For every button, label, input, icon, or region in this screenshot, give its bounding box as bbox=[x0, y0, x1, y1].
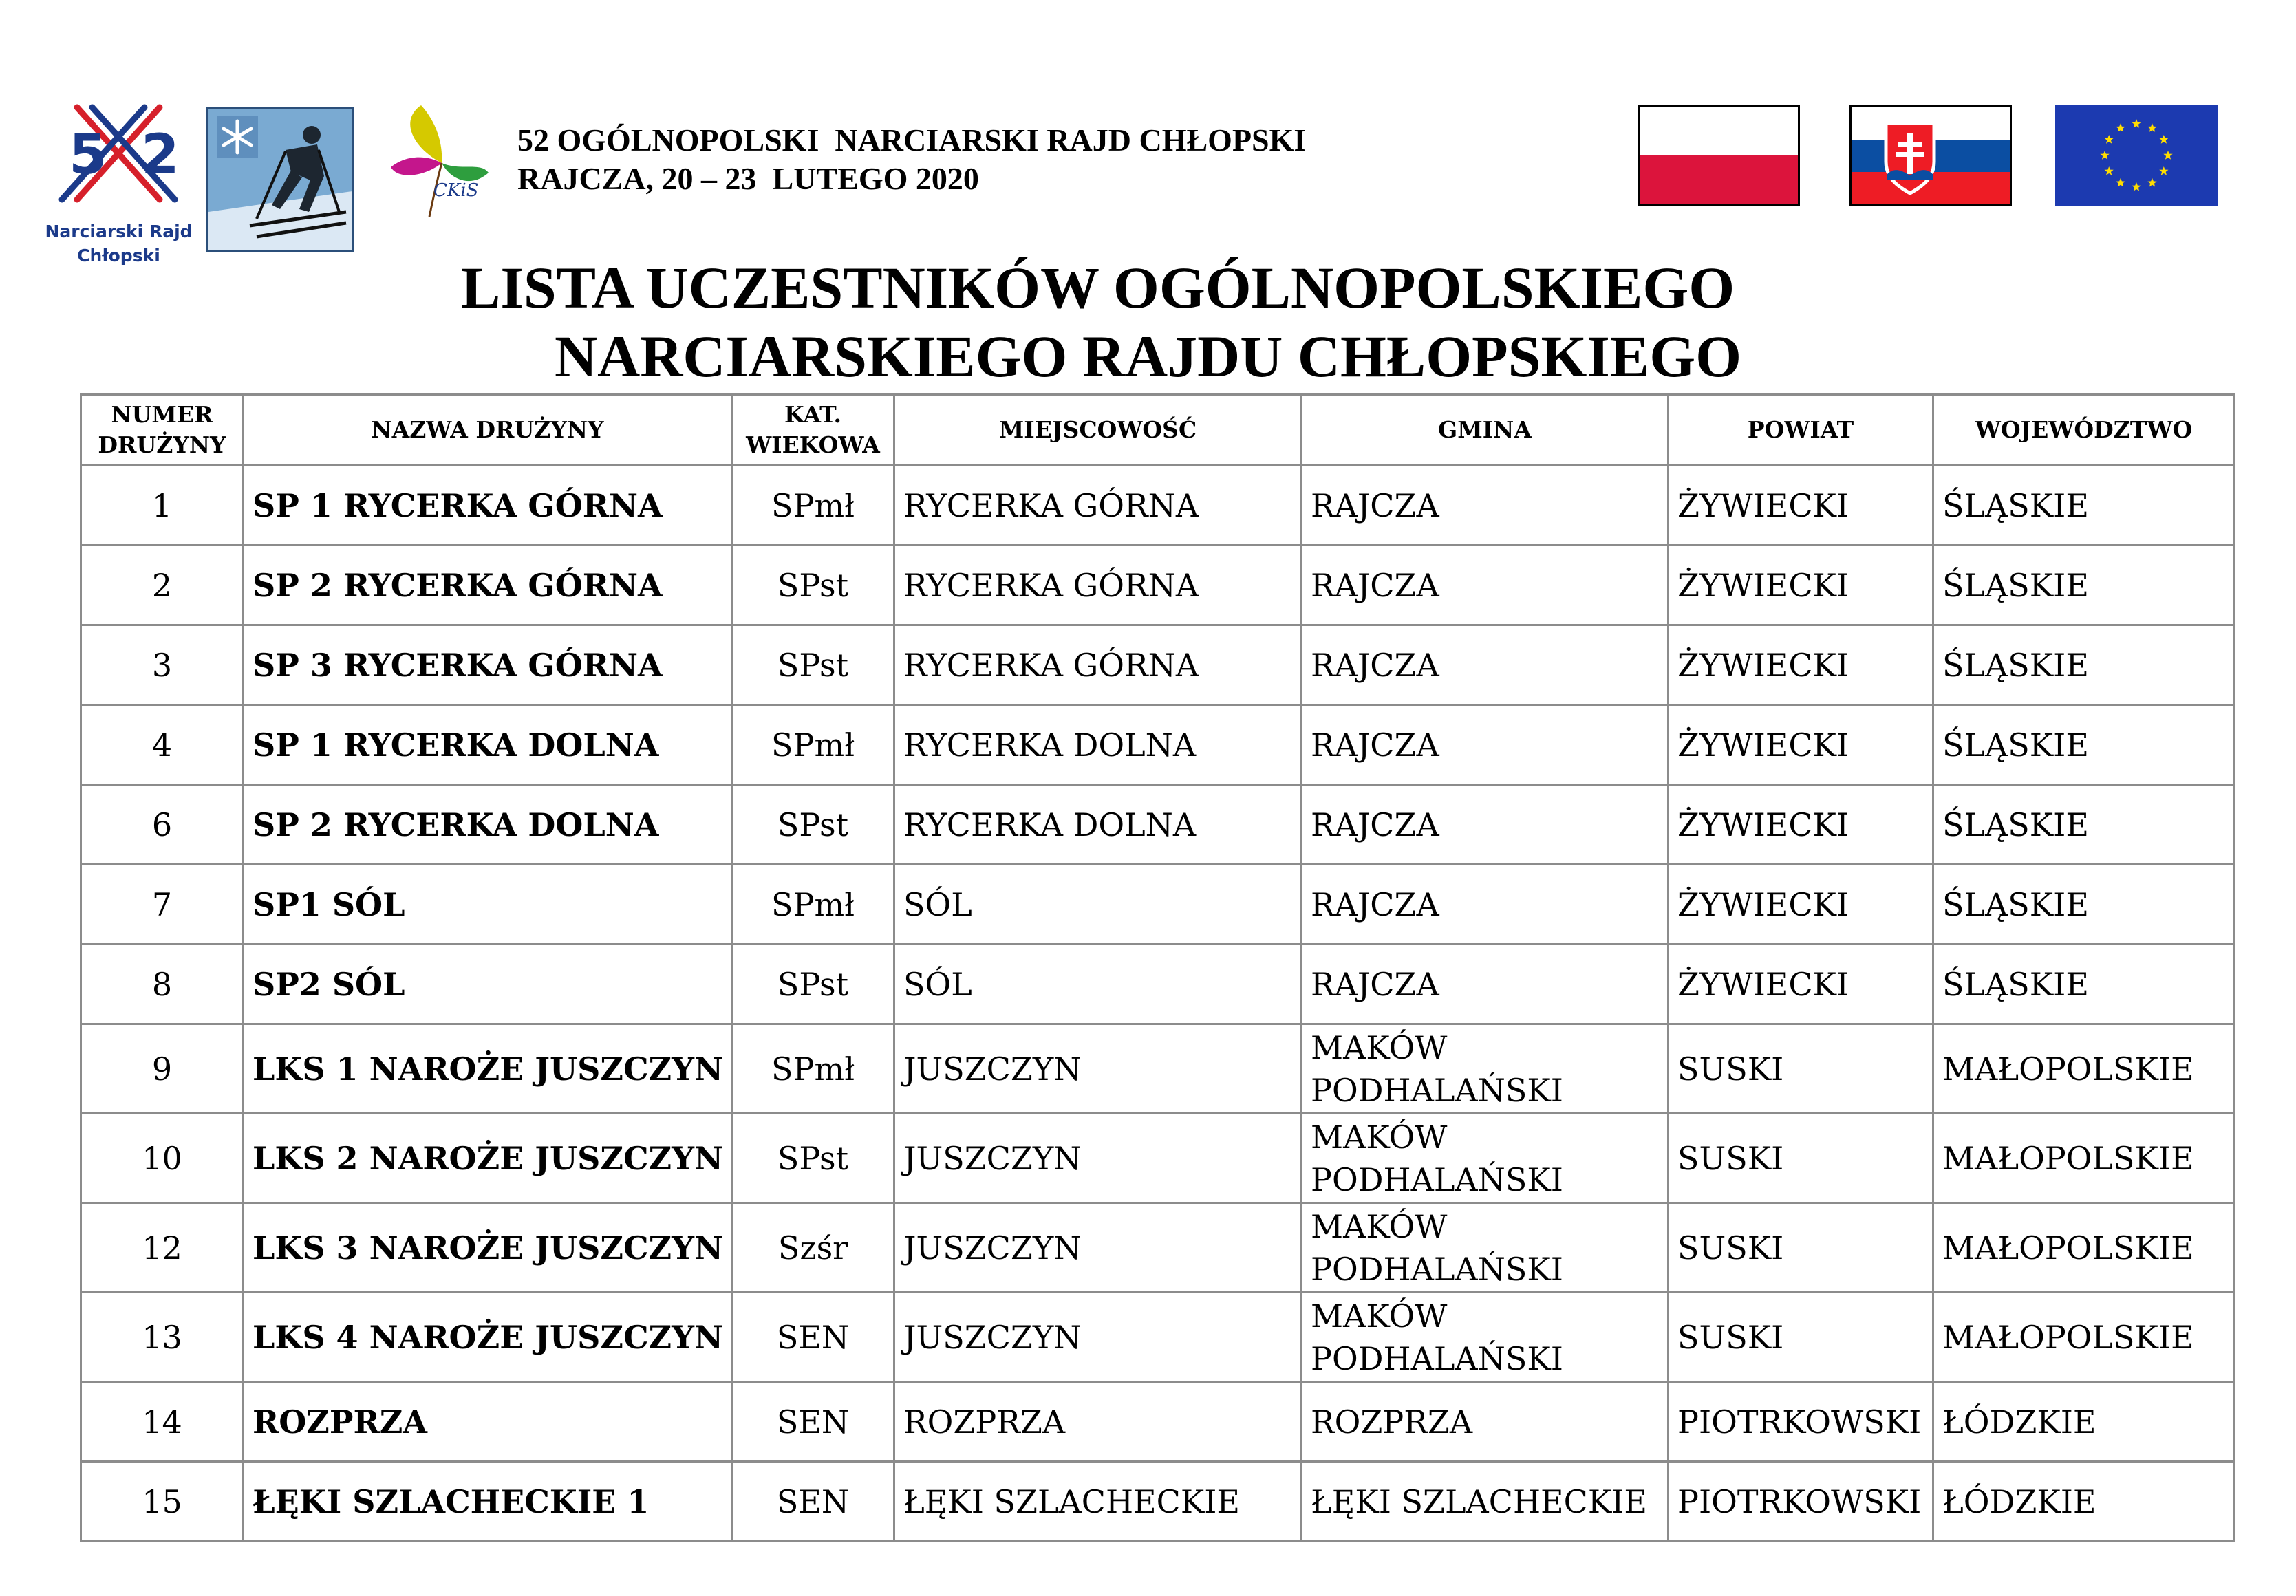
team-name: SP1 SÓL bbox=[244, 865, 732, 945]
age-category: SPst bbox=[732, 546, 894, 625]
locality: RYCERKA GÓRNA bbox=[894, 546, 1302, 625]
county: ŻYWIECKI bbox=[1669, 945, 1933, 1024]
county: ŻYWIECKI bbox=[1669, 865, 1933, 945]
commune: RAJCZA bbox=[1302, 625, 1669, 705]
rajd-logo-line1: Narciarski Rajd bbox=[45, 222, 193, 241]
commune: ŁĘKI SZLACHECKIE bbox=[1302, 1462, 1669, 1542]
table-row bbox=[81, 466, 2235, 546]
locality: SÓL bbox=[894, 865, 1302, 945]
age-category: SPst bbox=[732, 1114, 894, 1203]
team-number: 10 bbox=[81, 1114, 244, 1203]
age-category: SPst bbox=[732, 625, 894, 705]
team-name: SP 2 RYCERKA GÓRNA bbox=[244, 546, 732, 625]
locality: JUSZCZYN bbox=[894, 1024, 1302, 1114]
commune: RAJCZA bbox=[1302, 945, 1669, 1024]
event-header bbox=[517, 121, 1306, 198]
table-row bbox=[81, 1293, 2235, 1382]
age-category: SPmł bbox=[732, 705, 894, 785]
table-row bbox=[81, 1462, 2235, 1542]
header-miejscowosc: MIEJSCOWOŚĆ bbox=[894, 395, 1302, 466]
voivodeship: ŁÓDZKIE bbox=[1933, 1382, 2235, 1462]
county: ŻYWIECKI bbox=[1669, 466, 1933, 546]
team-number: 6 bbox=[81, 785, 244, 865]
age-category: SPmł bbox=[732, 865, 894, 945]
locality: JUSZCZYN bbox=[894, 1293, 1302, 1382]
table-row bbox=[81, 865, 2235, 945]
locality: SÓL bbox=[894, 945, 1302, 1024]
ckis-logo bbox=[385, 100, 499, 220]
table-row bbox=[81, 1382, 2235, 1462]
commune: RAJCZA bbox=[1302, 466, 1669, 546]
team-name: LKS 1 NAROŻE JUSZCZYN bbox=[244, 1024, 732, 1114]
team-name: SP 2 RYCERKA DOLNA bbox=[244, 785, 732, 865]
skier-illustration bbox=[206, 107, 354, 252]
ckis-label: CKiS bbox=[433, 180, 479, 201]
commune: RAJCZA bbox=[1302, 546, 1669, 625]
age-category: SPmł bbox=[732, 466, 894, 546]
rajd-logo-line2: Chłopski bbox=[77, 246, 160, 266]
locality: JUSZCZYN bbox=[894, 1114, 1302, 1203]
eu-flag-icon bbox=[2055, 105, 2218, 206]
table-row bbox=[81, 945, 2235, 1024]
table-row bbox=[81, 785, 2235, 865]
table-row bbox=[81, 625, 2235, 705]
rajd-number-5: 5 bbox=[69, 122, 107, 186]
rajd-number-2: 2 bbox=[141, 122, 180, 186]
voivodeship: MAŁOPOLSKIE bbox=[1933, 1293, 2235, 1382]
header-nazwa: NAZWA DRUŻYNY bbox=[244, 395, 732, 466]
table-row bbox=[81, 1024, 2235, 1114]
commune: MAKÓW PODHALAŃSKI bbox=[1302, 1114, 1669, 1203]
locality: RYCERKA GÓRNA bbox=[894, 625, 1302, 705]
age-category: SEN bbox=[732, 1462, 894, 1542]
event-header-line1: 52 OGÓLNOPOLSKI NARCIARSKI RAJD CHŁOPSKI bbox=[517, 122, 1307, 158]
county: SUSKI bbox=[1669, 1114, 1933, 1203]
document-title-line2: NARCIARSKIEGO RAJDU CHŁOPSKIEGO bbox=[555, 323, 1741, 389]
table-row bbox=[81, 1114, 2235, 1203]
table-row bbox=[81, 705, 2235, 785]
age-category: SPmł bbox=[732, 1024, 894, 1114]
locality: RYCERKA DOLNA bbox=[894, 705, 1302, 785]
team-name: SP 3 RYCERKA GÓRNA bbox=[244, 625, 732, 705]
team-name: ŁĘKI SZLACHECKIE 1 bbox=[244, 1462, 732, 1542]
event-header-line2: RAJCZA, 20 – 23 LUTEGO 2020 bbox=[517, 161, 979, 196]
commune: MAKÓW PODHALAŃSKI bbox=[1302, 1024, 1669, 1114]
county: SUSKI bbox=[1669, 1293, 1933, 1382]
locality: RYCERKA GÓRNA bbox=[894, 466, 1302, 546]
team-name: SP 1 RYCERKA DOLNA bbox=[244, 705, 732, 785]
voivodeship: ŚLĄSKIE bbox=[1933, 466, 2235, 546]
commune: RAJCZA bbox=[1302, 865, 1669, 945]
commune: ROZPRZA bbox=[1302, 1382, 1669, 1462]
voivodeship: ŚLĄSKIE bbox=[1933, 705, 2235, 785]
county: PIOTRKOWSKI bbox=[1669, 1382, 1933, 1462]
header-numer: NUMER DRUŻYNY bbox=[81, 395, 244, 466]
team-name: LKS 2 NAROŻE JUSZCZYN bbox=[244, 1114, 732, 1203]
voivodeship: ŚLĄSKIE bbox=[1933, 625, 2235, 705]
team-number: 15 bbox=[81, 1462, 244, 1542]
document-title-line1: LISTA UCZESTNIKÓW OGÓLNOPOLSKIEGO bbox=[461, 255, 1735, 321]
voivodeship: ŚLĄSKIE bbox=[1933, 865, 2235, 945]
age-category: SEN bbox=[732, 1382, 894, 1462]
team-number: 7 bbox=[81, 865, 244, 945]
age-category: SPst bbox=[732, 785, 894, 865]
voivodeship: ŚLĄSKIE bbox=[1933, 546, 2235, 625]
rajd-logo bbox=[41, 102, 196, 277]
age-category: SPst bbox=[732, 945, 894, 1024]
participants-table bbox=[80, 393, 2235, 1542]
team-number: 8 bbox=[81, 945, 244, 1024]
voivodeship: MAŁOPOLSKIE bbox=[1933, 1114, 2235, 1203]
voivodeship: ŚLĄSKIE bbox=[1933, 945, 2235, 1024]
commune: RAJCZA bbox=[1302, 705, 1669, 785]
commune: RAJCZA bbox=[1302, 785, 1669, 865]
locality: RYCERKA DOLNA bbox=[894, 785, 1302, 865]
locality: JUSZCZYN bbox=[894, 1203, 1302, 1293]
table-header-row bbox=[81, 395, 2235, 466]
poland-flag-icon bbox=[1638, 105, 1800, 206]
table-row bbox=[81, 546, 2235, 625]
team-number: 4 bbox=[81, 705, 244, 785]
team-name: LKS 3 NAROŻE JUSZCZYN bbox=[244, 1203, 732, 1293]
locality: ŁĘKI SZLACHECKIE bbox=[894, 1462, 1302, 1542]
crossed-skis-icon bbox=[41, 102, 196, 205]
team-number: 3 bbox=[81, 625, 244, 705]
document-title bbox=[0, 253, 2296, 391]
county: ŻYWIECKI bbox=[1669, 546, 1933, 625]
team-number: 1 bbox=[81, 466, 244, 546]
age-category: Szśr bbox=[732, 1203, 894, 1293]
slovakia-flag-icon bbox=[1849, 105, 2012, 206]
team-number: 14 bbox=[81, 1382, 244, 1462]
locality: ROZPRZA bbox=[894, 1382, 1302, 1462]
county: SUSKI bbox=[1669, 1203, 1933, 1293]
county: ŻYWIECKI bbox=[1669, 705, 1933, 785]
voivodeship: MAŁOPOLSKIE bbox=[1933, 1024, 2235, 1114]
team-number: 2 bbox=[81, 546, 244, 625]
team-name: SP 1 RYCERKA GÓRNA bbox=[244, 466, 732, 546]
county: ŻYWIECKI bbox=[1669, 785, 1933, 865]
county: ŻYWIECKI bbox=[1669, 625, 1933, 705]
commune: MAKÓW PODHALAŃSKI bbox=[1302, 1203, 1669, 1293]
header-gmina: GMINA bbox=[1302, 395, 1669, 466]
county: PIOTRKOWSKI bbox=[1669, 1462, 1933, 1542]
header-kat: KAT. WIEKOWA bbox=[732, 395, 894, 466]
age-category: SEN bbox=[732, 1293, 894, 1382]
team-name: ROZPRZA bbox=[244, 1382, 732, 1462]
team-number: 13 bbox=[81, 1293, 244, 1382]
voivodeship: ŚLĄSKIE bbox=[1933, 785, 2235, 865]
table-row bbox=[81, 1203, 2235, 1293]
county: SUSKI bbox=[1669, 1024, 1933, 1114]
header-powiat: POWIAT bbox=[1669, 395, 1933, 466]
team-name: SP2 SÓL bbox=[244, 945, 732, 1024]
commune: MAKÓW PODHALAŃSKI bbox=[1302, 1293, 1669, 1382]
voivodeship: MAŁOPOLSKIE bbox=[1933, 1203, 2235, 1293]
team-name: LKS 4 NAROŻE JUSZCZYN bbox=[244, 1293, 732, 1382]
voivodeship: ŁÓDZKIE bbox=[1933, 1462, 2235, 1542]
team-number: 9 bbox=[81, 1024, 244, 1114]
header-wojewodztwo: WOJEWÓDZTWO bbox=[1933, 395, 2235, 466]
team-number: 12 bbox=[81, 1203, 244, 1293]
